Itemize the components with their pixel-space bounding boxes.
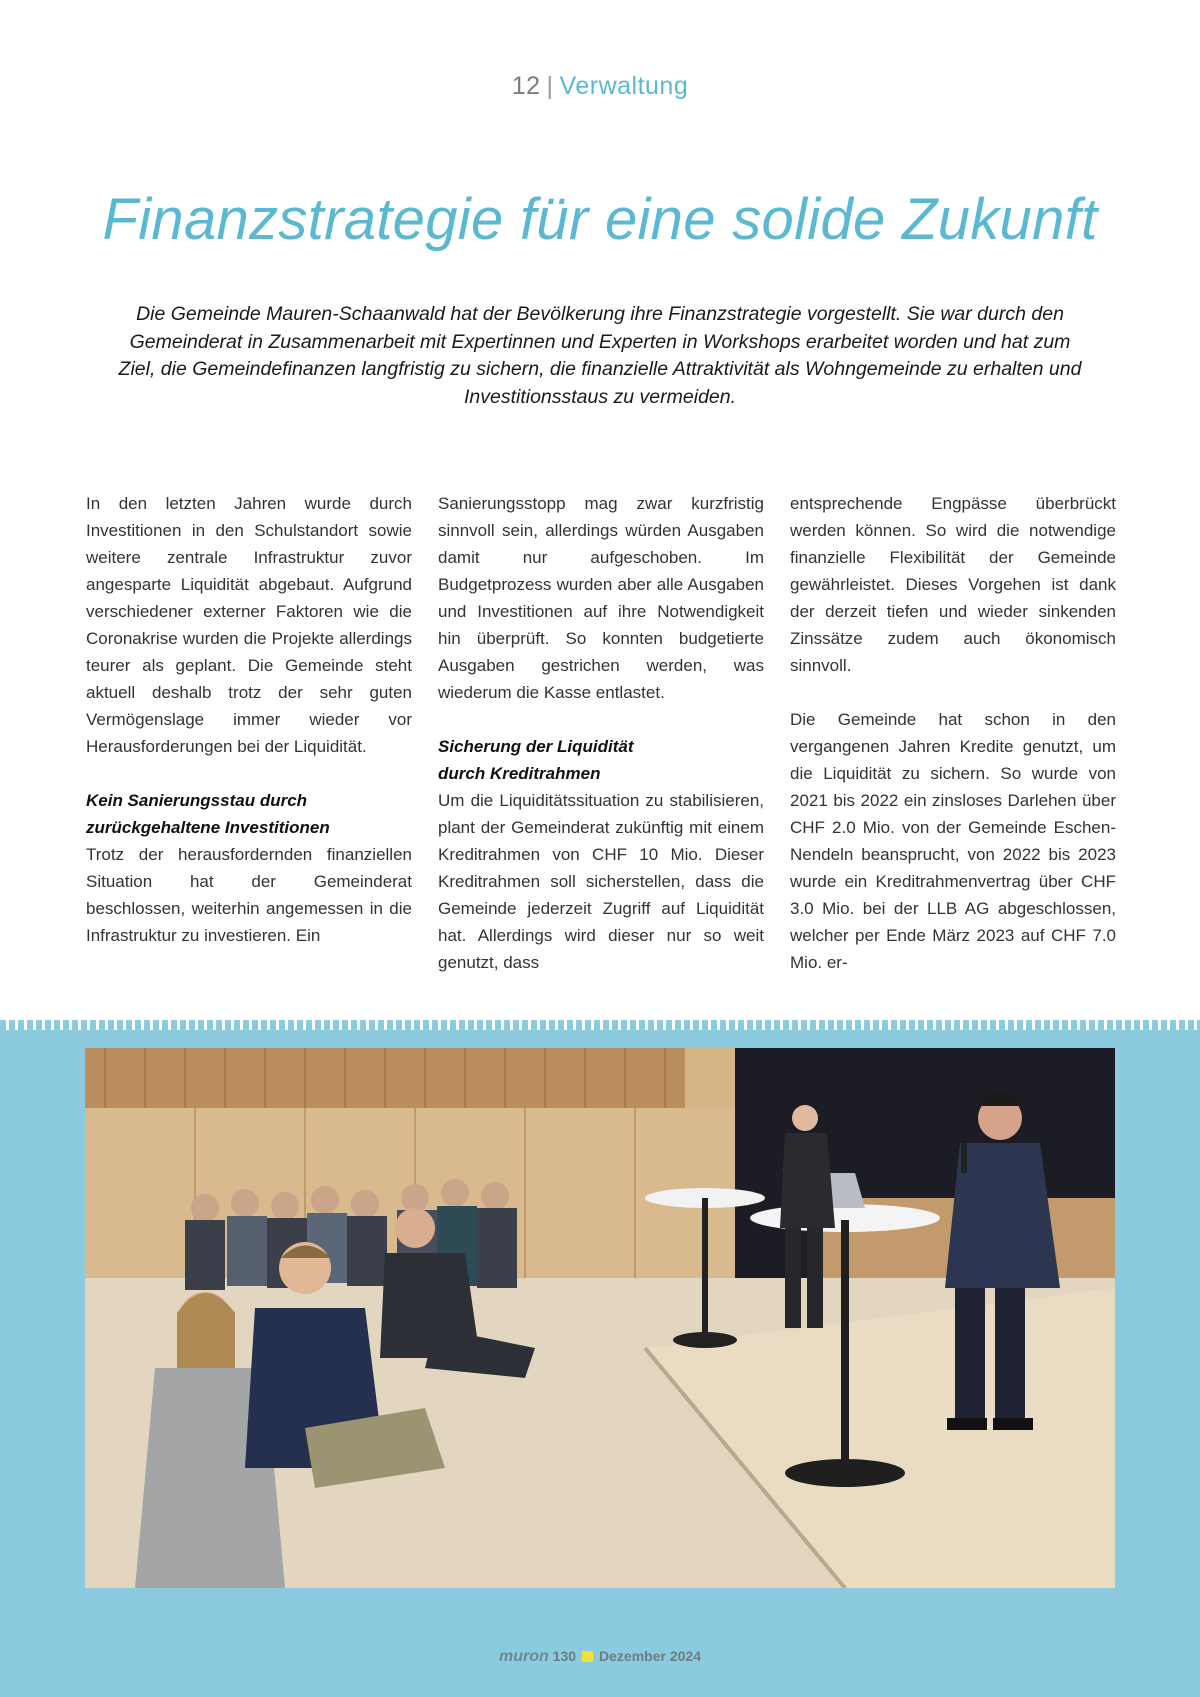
page-number: 12 [511,72,541,100]
subheading-liquiditaet [438,733,764,787]
subheading-line: Kein Sanierungsstau durch [86,791,308,810]
magazine-brand: muron [499,1648,549,1665]
column-1 [86,490,412,980]
paragraph: Die Gemeinde hat schon in den vergangenen Jahren Kredite genutzt, um die Liquidität zu sichern. So wurde von 2021 bis 2022 ein zinsloses Darlehen über CHF 2.0 Mio. von der Gemeinde Eschen-Nendeln beansprucht, von 2022 bis 2023 wurde ein Kreditrahmenvertrag über CHF 3.0 Mio. bei der LLB AG abgeschlossen, welcher per Ende März 2023 auf CHF 7.0 Mio. er- [790,710,1116,972]
article-lead: Die Gemeinde Mauren-Schaanwald hat der Bevölkerung ihre Finanzstrategie vorgestellt. Sie war durch den Gemeinderat in Zusammenarbeit mit Expertinnen und Experten in Workshops erarbeitet worden und hat zum Ziel, die Gemeindefinanzen langfristig zu sichern, die finanzielle Attraktivität als Wohngemeinde zu erhalten und Investitionsstaus zu vermeiden. [118,303,1082,408]
square-marker-icon [582,1651,593,1662]
column-2 [438,490,764,980]
event-photo [85,1048,1115,1588]
subheading-line: zurückgehaltene Investitionen [86,818,330,837]
page-header [0,72,1200,101]
band-edge-decoration [0,1020,1200,1030]
paragraph: Sanierungsstopp mag zwar kurzfristig sinnvoll sein, allerdings würden Ausgaben damit nur aufgeschoben. Im Budgetprozess wurden aber alle Ausgaben und Investitionen auf ihre Notwendigkeit hin überprüft. So konnten budgetierte Ausgaben gestrichen werden, was wiederum die Kasse entlastet. [438,494,764,702]
subheading-investitionen [86,787,412,841]
paragraph: entsprechende Engpässe überbrückt werden können. So wird die notwendige finanzielle Flexibilität der Gemeinde gewährleistet. Dieses Vorgehen ist dank der derzeit tiefen und wieder sinkenden Zinssätze zudem auch ökonomisch sinnvoll. [790,494,1116,675]
subheading-line: durch Kreditrahmen [438,764,601,783]
issue-date: Dezember 2024 [599,1648,701,1664]
header-separator: | [546,72,554,100]
article-body [86,490,1116,980]
issue-number: 130 [552,1648,577,1664]
section-name: Verwaltung [559,72,689,100]
event-photo-icon [85,1048,1115,1588]
article-title: Finanzstrategie für eine solide Zukunft [102,187,1098,252]
paragraph: In den letzten Jahren wurde durch Investitionen in den Schulstandort sowie weitere zentrale Infrastruktur zuvor angesparte Liquidität abgebaut. Aufgrund verschiedener externer Faktoren wie die Coronakrise wurden die Projekte allerdings teurer als geplant. Die Gemeinde steht aktuell deshalb trotz der sehr guten Vermögenslage immer wieder vor Herausforderungen bei der Liquidität. [86,494,412,756]
column-3 [790,490,1116,980]
page-footer [0,1648,1200,1666]
paragraph: Trotz der herausfordernden finanziellen Situation hat der Gemeinderat beschlossen, weiterhin angemessen in die Infrastruktur zu investieren. Ein [86,845,412,945]
paragraph: Um die Liquiditätssituation zu stabilisieren, plant der Gemeinderat zukünftig mit einem Kreditrahmen von CHF 10 Mio. Dieser Kreditrahmen soll sicherstellen, dass die Gemeinde jederzeit Zugriff auf Liquidität hat. Allerdings wird dieser nur so weit genutzt, dass [438,791,764,972]
subheading-line: Sicherung der Liquidität [438,737,634,756]
